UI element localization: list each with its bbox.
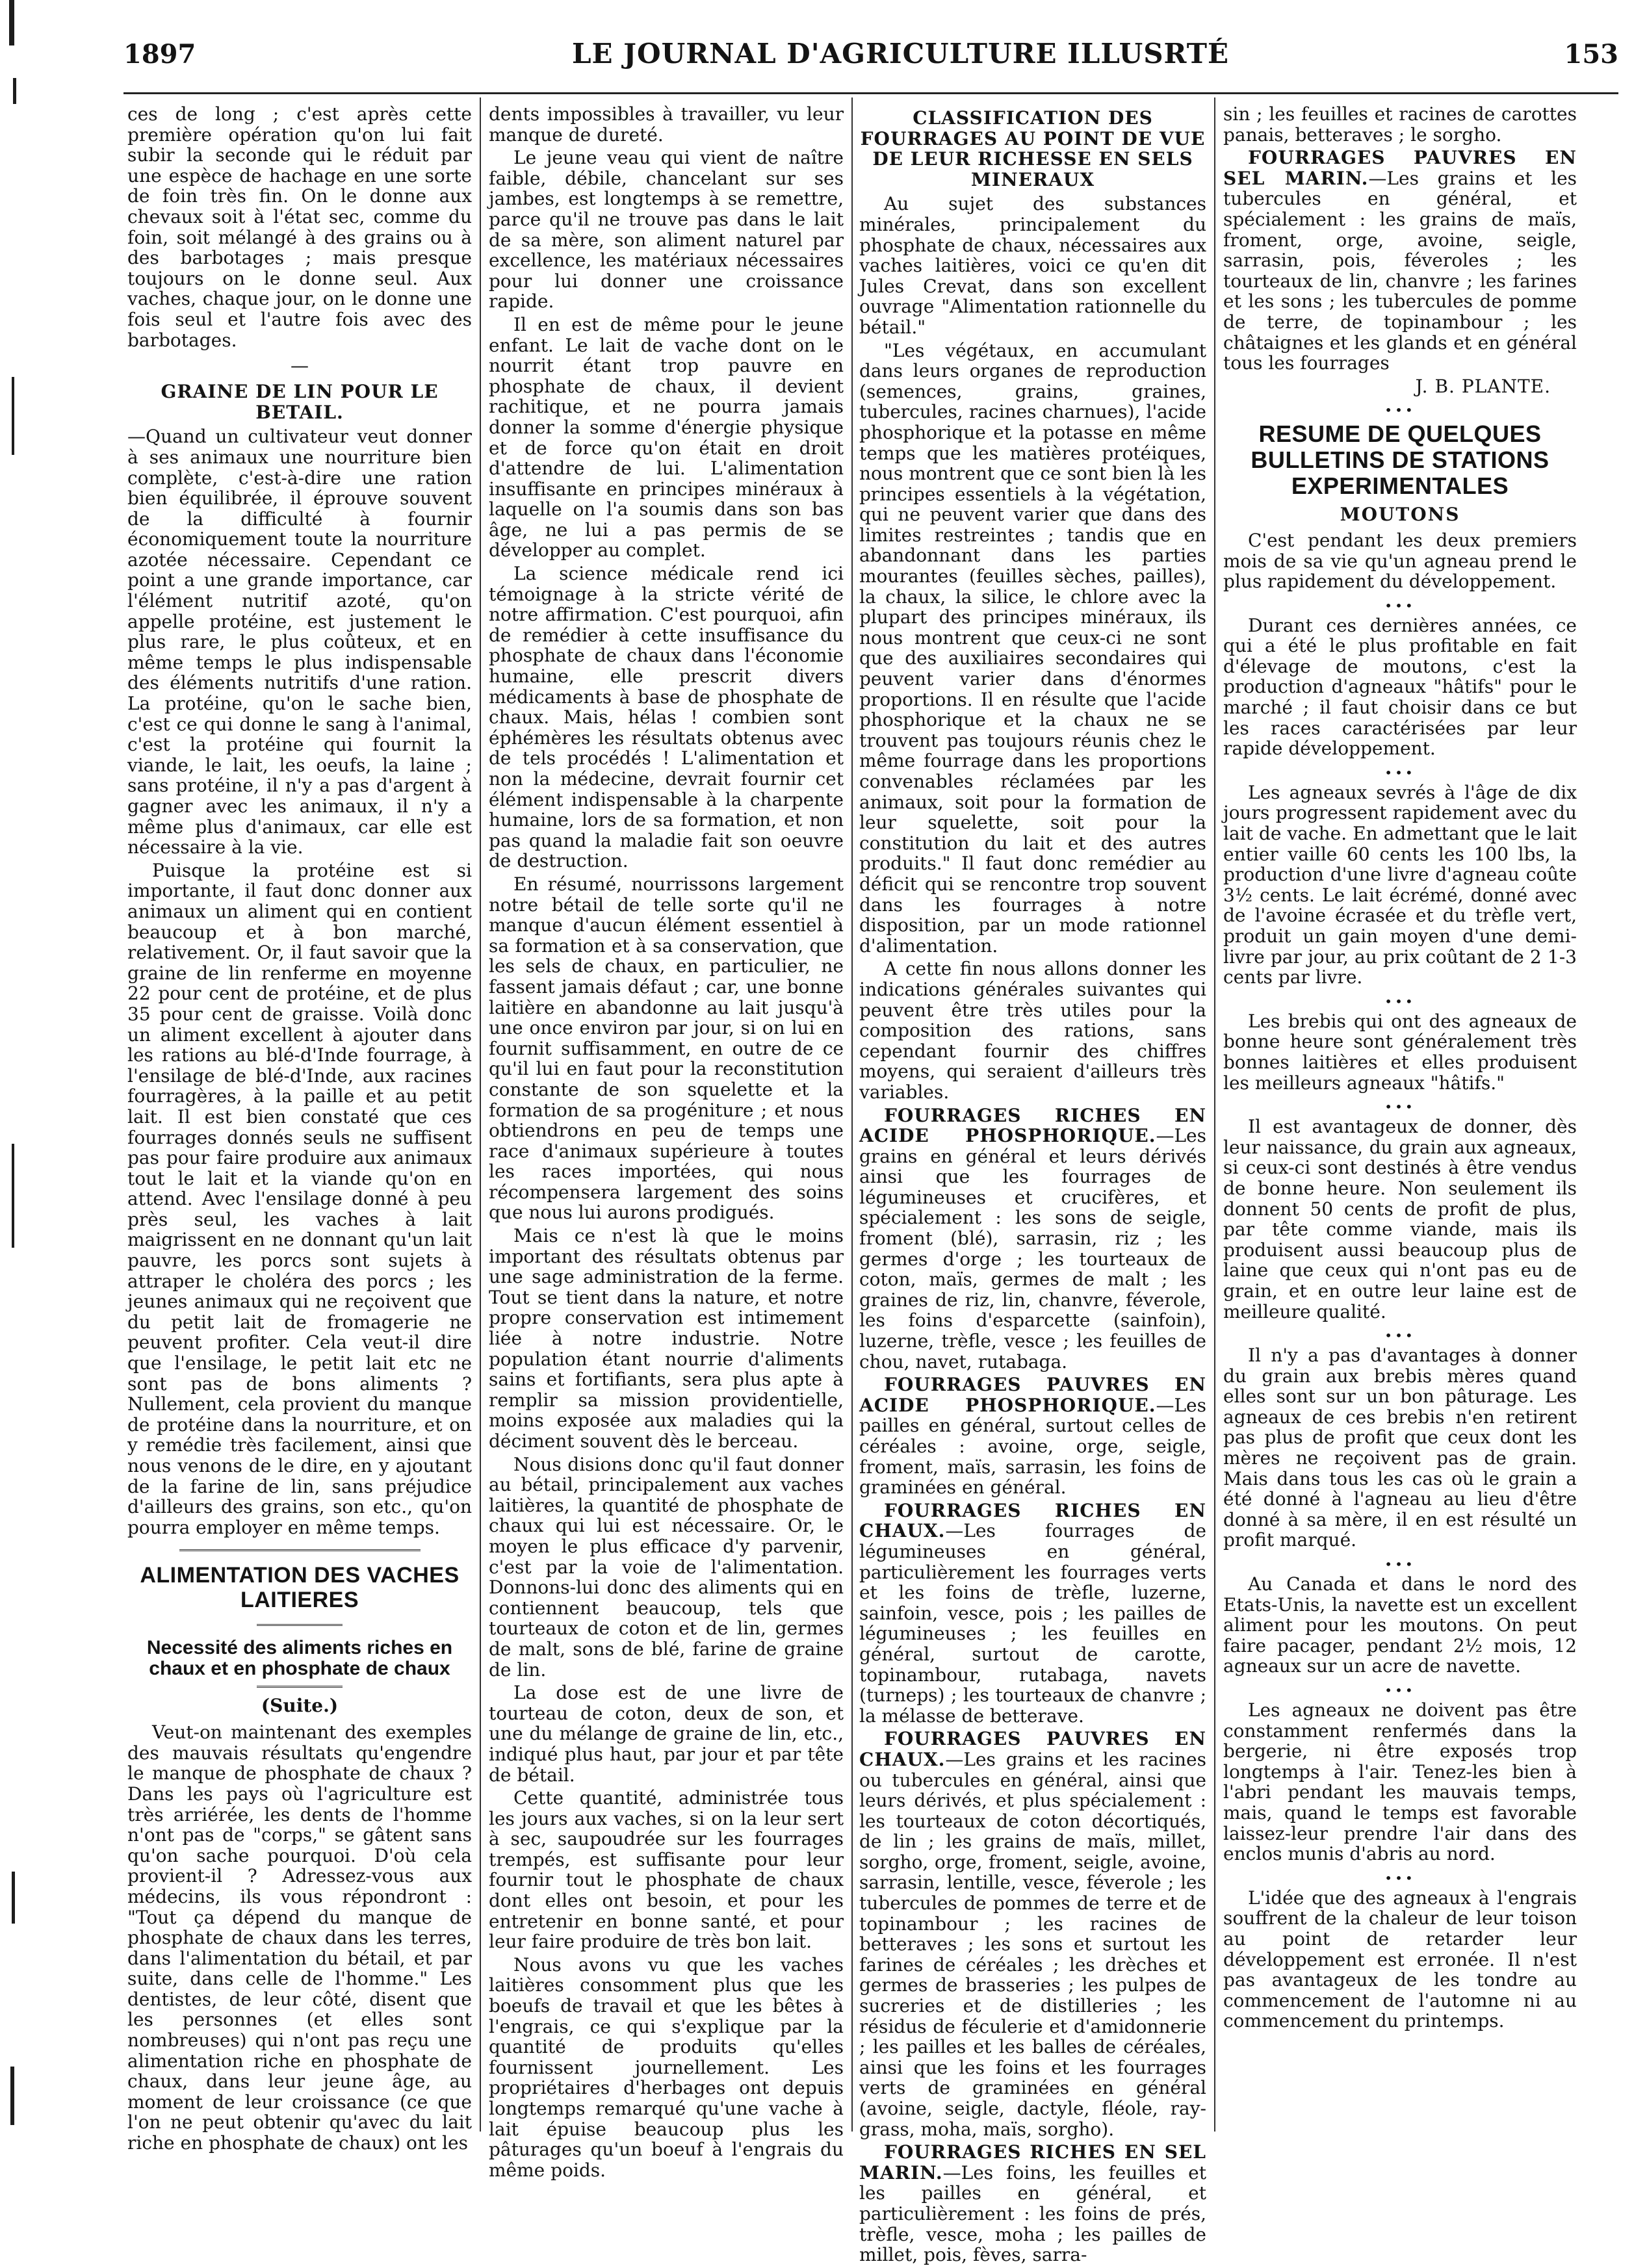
fodder-heading: FOURRAGES RICHES EN SEL MARIN.	[859, 2141, 1206, 2184]
scan-edge	[13, 78, 16, 104]
fodder-heading: FOURRAGES RICHES EN CHAUX.	[859, 1499, 1206, 1542]
column-divider	[851, 97, 853, 2132]
ornament-dots: •••	[1384, 1870, 1416, 1886]
ornament-dots: •••	[1384, 1556, 1416, 1573]
paragraph: Il est avantageux de donner, dès leur naissance, du grain aux agneaux, si ceux-ci sont destinés à être vendus de bonne heure. Non seulement ils donnent 50 cents de profit de plus, par tête comme viande, mais ils produisent aussi beaucoup plus de laine que ceux qui n'ont pas eu de grain, et en outre leur laine est de meilleure qualité.	[1223, 1116, 1577, 1322]
journal-title: LE JOURNAL D'AGRICULTURE ILLUSRTÉ	[572, 38, 1229, 70]
paragraph: Les agneaux sevrés à l'âge de dix jours progressent rapidement avec du lait de vache. En admettant que le lait entier vaille 60 cents les 100 lbs, la production d'une livre d'agneau coûte 3½ cents. Le lait écrémé, donné avec de l'avoine écrasée et du trèfle vert, produit un gain moyen d'une demi-livre par jour, au prix coûtant de 2 1-3 cents par livre.	[1223, 781, 1577, 988]
divider-rule	[257, 1624, 343, 1626]
divider-rule	[257, 1686, 343, 1688]
author-signature: J. B. PLANTE.	[1415, 375, 1551, 397]
fodder-text: —Les pailles en général, surtout celles de céréales : avoine, orge, seigle, froment, maïs, sarrasin, les foins de graminées en général.	[859, 1394, 1206, 1499]
fodder-text: —Les grains et les racines ou tubercules en général, ainsi que leurs dérivés, et plus spécialement : les tourteaux de coton décortiqués, de lin ; les grains de maïs, millet, sorgho, orge, froment, seigle, avoine, sarrasin, lentille, vesce, féverole ; les tubercules de pommes de terre et de topinambour ; les racines de betteraves ; les sons et surtout les farines de céréales ; les drèches et germes de brasseries ; les pulpes de sucreries et de distilleries ; les résidus de féculerie et d'amidonnerie ; les pailles et les balles de céréales, ainsi que les foins et les fourrages verts de graminées en général (avoine, seigle, dactyle, fléole, ray-grass, moha, maïs, sorgho).	[859, 1748, 1206, 2140]
subsection-heading: MOUTONS	[1340, 504, 1460, 526]
column-2	[489, 104, 844, 2183]
paragraph: Veut-on maintenant des exemples des mauvais résultats qu'engendre le manque de phosphate de chaux ? Dans les pays où l'agriculture est très arriérée, les dents de l'homme n'ont pas de "corps," se gâtent sans qu'on sache pourquoi. D'où cela provient-il ? Adressez-vous aux médecins, ils vous répondront : "Tout ça dépend du manque de phosphate de chaux dans les terres, dans l'alimentation du bétail, et par suite, dans celle de l'homme." Les dentistes, de leur côté, disent que les personnes (et elles sont nombreuses) qui n'ont pas reçu une alimentation riche en phosphate de chaux, dans leur jeune âge, au moment de leur croissance (ce que l'on ne peut obtenir qu'avec du lait riche en phosphate de chaux) ont les	[127, 1721, 472, 2154]
paragraph: Il n'y a pas d'avantages à donner du grain aux brebis mères quand elles sont sur un bon pâturage. Les agneaux de ces brebis n'en retirent pas plus de profit que ceux dont les mères ne reçoivent pas de grain. Mais dans tous les cas où le grain a été donné à l'agneau au lieu d'être donné à sa mère, il en est résulté un profit marqué.	[1223, 1345, 1577, 1551]
paragraph: C'est pendant les deux premiers mois de sa vie qu'un agneau prend le plus rapidement du développement.	[1223, 529, 1577, 593]
continuation-note: (Suite.)	[261, 1694, 339, 1716]
scan-edge	[10, 2067, 14, 2125]
paragraph: Durant ces dernières années, ce qui a été le plus profitable en fait d'élevage de moutons, c'est la production d'agneaux "hâtifs" pour le marché ; il faut choisir dans ce but les races caractérisées par leur rapide développement.	[1223, 614, 1577, 760]
section-heading: GRAINE DE LIN POUR LE BETAIL.	[161, 381, 439, 423]
header-rule	[123, 92, 1618, 94]
paragraph: Au sujet des substances minérales, principalement du phosphate de chaux, nécessaires aux vaches laitières, voici ce qu'en dit Jules Crevat, dans son excellent ouvrage "Alimentation rationnelle du bétail."	[859, 193, 1206, 338]
paragraph: Nous avons vu que les vaches laitières consomment plus que les boeufs de travail et que les bêtes à l'engrais, ce qui s'explique par la quantité de produits qu'elles fournissent journellement. Les propriétaires d'herbages ont depuis longtemps remarqué qu'une vache à lait épuise beaucoup plus les pâturages qu'un boeuf à l'engrais du même poids.	[489, 1953, 844, 2181]
article-subtitle: Necessité des aliments riches en chaux et en phosphate de chaux	[146, 1637, 453, 1679]
paragraph: Les agneaux ne doivent pas être constamment renfermés dans la bergerie, ni être exposés trop longtemps à l'air. Tenez-les bien à l'abri pendant les mauvais temps, mais, quand le temps est favorable laissez-leur prendre l'air dans des enclos munis d'abris au nord.	[1223, 1699, 1577, 1865]
paragraph: sin ; les feuilles et racines de carottes panais, betteraves ; le sorgho.	[1223, 103, 1577, 146]
column-divider	[480, 97, 481, 2132]
column-divider	[1214, 97, 1215, 2132]
paragraph: Nous disions donc qu'il faut donner au bétail, principalement aux vaches laitières, la quantité de phosphate de chaux qui lui est nécessaire. Or, le moyen le plus efficace d'y parvenir, c'est par la voie de l'alimentation. Donnons-lui donc des aliments qui en contiennent beaucoup, tels que tourteaux de coton et de lin, germes de malt, sons de blé, farine de graine de lin.	[489, 1453, 844, 1681]
fodder-heading: FOURRAGES RICHES EN ACIDE PHOSPHORIQUE.	[859, 1104, 1206, 1147]
paragraph: En résumé, nourrissons largement notre bétail de telle sorte qu'il ne manque d'aucun élément essentiel à sa formation et à sa conservation, que les sels de chaux, en particulier, ne fassent jamais défaut ; car, une bonne laitière en abandonne au lait jusqu'à une once environ par jour, si on lui en fournit suffisamment, en outre de ce qu'il lui en faut pour la reconstitution constante de son squelette et la formation de sa progéniture ; et nous obtiendrons en peu de temps une race d'animaux supérieure à toutes les races importées, qui nous récompensera largement des soins que nous lui aurons prodigués.	[489, 873, 844, 1224]
fodder-heading: FOURRAGES PAUVRES EN SEL MARIN.	[1223, 147, 1577, 189]
paragraph: La dose est de une livre de tourteau de coton, deux de son, et une du mélange de graine de lin, etc., indiqué plus haut, par jour et par tête de bétail.	[489, 1682, 844, 1786]
ornament-dots: •••	[1384, 1099, 1416, 1115]
paragraph: Il en est de même pour le jeune enfant. Le lait de vache dont on le nourrit étant trop pauvre en phosphate de chaux, il devient rachitique, et ne pourra jamais donner la somme d'énergie physique et de force qu'on était en droit d'attendre de lui. L'alimentation insuffisante en principes minéraux à laquelle on l'a soumis dans son bas âge, ne lui a pas permis de se développer au complet.	[489, 313, 844, 561]
paragraph: Puisque la protéine est si importante, il faut donc donner aux animaux un aliment qui en contient beaucoup et à bon marché, relativement. Or, il faut savoir que la graine de lin renferme en moyenne 22 pour cent de protéine, et de plus 35 pour cent de graisse. Voilà donc un aliment excellent à ajouter dans les rations au blé-d'Inde fourrage, à l'ensilage de blé-d'Inde, aux racines fourragères, à la paille et au petit lait. Il est bien constaté que ces fourrages donnés seuls ne suffisent pas pour faire produire aux animaux tout le lait et la viande qu'on en attend. Avec l'ensilage donné à peu près seul, les vaches à lait maigrissent en ne donnant qu'un lait pauvre, les porcs sont sujets à attraper le choléra des porcs ; les jeunes animaux qui ne reçoivent que du petit lait de fromagerie ne peuvent profiter. Cela veut-il dire que l'ensilage, le petit lait etc ne sont pas de bons aliments ? Nullement, cela provient du manque de protéine dans la nourriture, et on y remédie très facilement, ainsi que nous venons de le dire, en y ajoutant de la farine de lin, sans préjudice d'ailleurs des grains, son etc., qu'on pourra employer en même temps.	[127, 859, 472, 1538]
scan-edge	[12, 1872, 15, 1924]
paragraph: Au Canada et dans le nord des Etats-Unis, la navette est un excellent aliment pour les moutons. On peut faire pacager, pendant 2½ mois, 12 agneaux sur un acre de navette.	[1223, 1573, 1577, 1677]
fodder-heading: FOURRAGES PAUVRES EN ACIDE PHOSPHORIQUE.	[859, 1374, 1206, 1416]
scan-edge	[9, 0, 14, 45]
article-title: ALIMENTATION DES VACHES LAITIERES	[140, 1563, 460, 1613]
ornament-dots: •••	[1384, 993, 1416, 1009]
fodder-text: —Les foins, les feuilles et les pailles en général, et particulièrement : les foins de prés, trèfle, vesce, moha ; les pailles de millet, pois, fèves, sarra-	[859, 2161, 1206, 2266]
paragraph: Mais ce n'est là que le moins important des résultats obtenus par une sage administration de la ferme. Tout se tient dans la nature, et notre propre conservation est intimement liée à notre industrie. Notre population étant nourrie d'aliments sains et fortifiants, sera plus apte à remplir sa mission providentielle, moins exposée aux maladies qui la déciment souvent dès le berceau.	[489, 1225, 844, 1452]
paragraph: ces de long ; c'est après cette première opération qu'on lui fait subir la seconde qui le réduit par une espèce de hachage en une sorte de foin très fin. On le donne aux chevaux soit à l'état sec, comme du foin, soit mélangé à des grains ou à des barbotages ; mais presque toujours on le donne seul. Aux vaches, chaque jour, on le donne une fois seul et l'autre fois avec des barbotages.	[127, 103, 472, 351]
divider-rule	[179, 1549, 421, 1551]
paragraph: "Les végétaux, en accumulant dans leurs organes de reproduction (semences, grains, graines, tubercules, racines charnues), l'acide phosphorique et la potasse en même temps que les matières protéiques, nous montrent que ce sont bien là les principes essentiels à la végétation, qui ne peuvent varier que dans des limites restreintes ; tandis que en abandonnant dans les parties mourantes (feuilles sèches, pailles), la chaux, la silice, le chlore avec la plupart des principes minéraux, ils nous montrent que ceux-ci ne sont que des auxiliaires secondaires qui peuvent varier dans d'énormes proportions. Il en résulte que l'acide phosphorique et la chaux ne se trouvent pas toujours réunis chez le même fourrage dans les proportions convenables réclamées par les animaux, soit pour la formation de leur squelette, soit pour la constitution du lait et des autres produits." Il faut donc remédier au déficit qui se rencontre trop souvent dans les fourrages à notre disposition, par un mode rationnel d'alimentation.	[859, 339, 1206, 957]
ornament-dots: •••	[1384, 764, 1416, 780]
page-header	[123, 27, 1618, 73]
paragraph: Les brebis qui ont des agneaux de bonne heure sont généralement très bonnes laitières et elles produisent les meilleurs agneaux "hâtifs."	[1223, 1010, 1577, 1094]
separator: —	[291, 355, 309, 377]
fodder-heading: FOURRAGES PAUVRES EN CHAUX.	[859, 1728, 1206, 1770]
column-1	[127, 104, 472, 2156]
page-number: 153	[1564, 39, 1618, 70]
fodder-text: —Les fourrages de légumineuses en général, particulièrement les fourrages verts et les foins de trèfle, luzerne, sainfoin, vesce, pois ; les pailles de légumineuses ; les feuilles en général, surtout de carotte, topinambour, rutabaga, navets (turneps) ; les tourteaux de chanvre ; la mélasse de betterave.	[859, 1520, 1206, 1727]
paragraph: L'idée que des agneaux à l'engrais souffrent de la chaleur de leur toison au point de retarder leur développement est erronée. Il n'est pas avantageux de les tondre au commencement de l'automne ni au commencement du printemps.	[1223, 1887, 1577, 2032]
paragraph: A cette fin nous allons donner les indications générales suivantes qui peuvent être très utiles pour la composition des rations, sans cependant fournir des chiffres moyens, qui seraient d'ailleurs très variables.	[859, 958, 1206, 1103]
ornament-dots: •••	[1384, 1328, 1416, 1344]
scan-edge	[12, 377, 14, 455]
ornament-dots: •••	[1384, 402, 1416, 419]
paragraph: Cette quantité, administrée tous les jours aux vaches, si on la leur sert à sec, saupoudrée sur les fourrages trempés, est suffisante pour leur fournir tout le phosphate de chaux dont elles ont besoin, et pour les entretenir en bonne santé, et pour leur faire produire de très bon lait.	[489, 1787, 844, 1953]
fodder-text: —Les grains en général et leurs dérivés ainsi que les fourrages de légumineuses et crucifères, et spécialement : les sons de seigle, froment (blé), sarrasin, riz ; les germes d'orge ; les tourteaux de coton, maïs, germes de malt ; les graines de riz, lin, chanvre, féverole, les foins d'esparcette (sainfoin), luzerne, trèfle, vesce ; les feuilles de chou, navet, rutabaga.	[859, 1125, 1206, 1372]
section-heading: CLASSIFICATION DES FOURRAGES AU POINT DE VUE DE LEUR RICHESSE EN SELS MINERAUX	[860, 107, 1206, 190]
column-4	[1223, 104, 1577, 2034]
fodder-text: —Les grains et les tubercules en général, et spécialement : les grains de maïs, froment, orge, avoine, seigle, sarrasin, pois, féveroles ; les tourteaux de lin, chanvre ; les farines et les sons ; les tubercules de pomme de terre, de topinambour ; les châtaignes et les glands et en général tous les fourrages	[1223, 167, 1577, 374]
paragraph: La science médicale rend ici témoignage à la stricte vérité de notre affirmation. C'est pourquoi, afin de remédier à cette insuffisance du phosphate de chaux dans l'économie humaine, elle prescrit divers médicaments à base de phosphate de chaux. Mais, hélas ! combien sont éphémères les résultats obtenus avec de tels procédés ! L'alimentation et non la médecine, devrait fournir cet élément indispensable à la charpente humaine, lors de sa formation, et non pas quand la maladie fait son oeuvre de destruction.	[489, 563, 844, 872]
paragraph: Le jeune veau qui vient de naître faible, débile, chancelant sur ses jambes, est longtemps à se remettre, parce qu'il ne trouve pas dans le lait de sa mère, son aliment naturel par excellence, les matériaux nécessaires pour lui donner une croissance rapide.	[489, 147, 844, 313]
ornament-dots: •••	[1384, 1682, 1416, 1698]
paragraph: —Quand un cultivateur veut donner à ses animaux une nourriture bien complète, c'est-à-dire une ration bien équilibrée, il éprouve souvent de la difficulté à fournir économiquement toute la nourriture azotée nécessaire. Cependant ce point a une grande importance, car l'élément nutritif azoté, qu'on appelle protéine, est justement le plus rare, le plus coûteux, et en même temps le plus indispensable des éléments nutritifs d'une ration. La protéine, qu'on le sache bien, c'est ce qui donne le sang à l'animal, c'est la protéine qui fournit la viande, le lait, les oeufs, la laine ; sans protéine, il n'y a pas d'argent à gagner avec les animaux, il n'y a même plus d'animaux, car elle est nécessaire à la vie.	[127, 426, 472, 858]
ornament-dots: •••	[1384, 597, 1416, 613]
scan-edge	[12, 1144, 14, 1248]
column-3	[859, 104, 1206, 2268]
header-year: 1897	[123, 39, 196, 70]
paragraph: dents impossibles à travailler, vu leur manque de dureté.	[489, 103, 844, 146]
section-heading: RESUME DE QUELQUES BULLETINS DE STATIONS EXPERIMENTALES	[1251, 420, 1550, 500]
